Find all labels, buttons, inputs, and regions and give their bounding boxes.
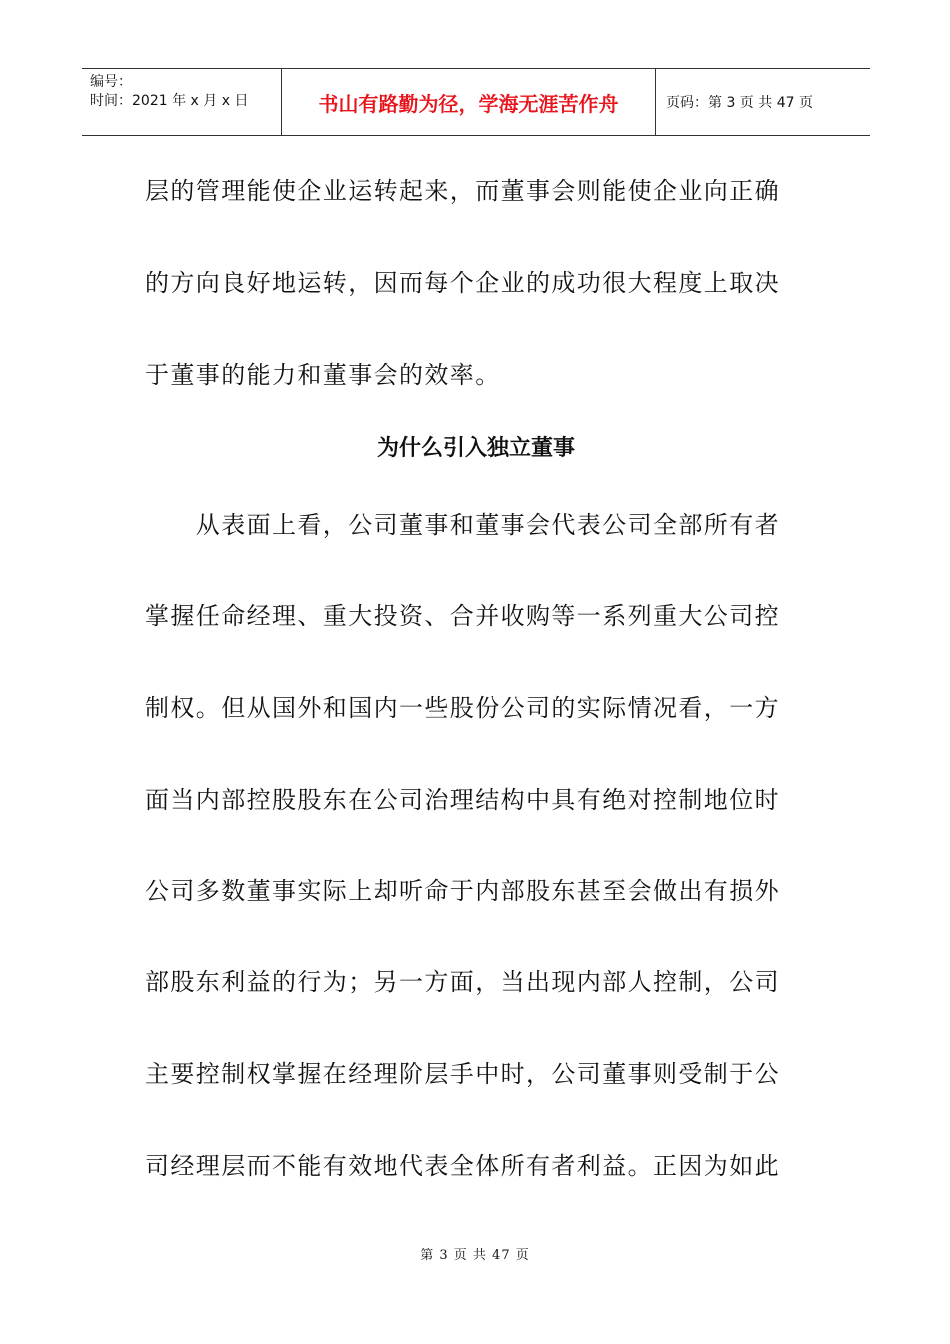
body-line-1: 层的管理能使企业运转起来，而董事会则能使企业向正确 <box>145 177 780 205</box>
body-line-9: 部股东利益的行为；另一方面，当出现内部人控制，公司 <box>145 968 780 996</box>
document-code-label: 编号： <box>90 74 132 90</box>
page-header <box>82 68 870 136</box>
page-footer: 第 3 页 共 47 页 <box>420 1248 530 1263</box>
body-line-4: 从表面上看，公司董事和董事会代表公司全部所有者 <box>145 511 780 539</box>
body-line-7: 面当内部控股股东在公司治理结构中具有绝对控制地位时 <box>145 786 780 814</box>
header-page-info: 页码：第 3 页 共 47 页 <box>666 95 813 111</box>
document-date: 时间：2021 年 x 月 x 日 <box>90 93 249 109</box>
body-line-5: 掌握任命经理、重大投资、合并收购等一系列重大公司控 <box>145 602 780 630</box>
header-meta <box>82 69 282 135</box>
header-motto: 书山有路勤为径，学海无涯苦作舟 <box>282 69 656 135</box>
body-line-3: 于董事的能力和董事会的效率。 <box>145 361 501 389</box>
body-line-11: 司经理层而不能有效地代表全体所有者利益。正因为如此 <box>145 1152 780 1180</box>
body-line-6: 制权。但从国外和国内一些股份公司的实际情况看，一方 <box>145 694 780 722</box>
body-line-8: 公司多数董事实际上却听命于内部股东甚至会做出有损外 <box>145 877 780 905</box>
section-heading: 为什么引入独立董事 <box>376 436 575 461</box>
body-line-2: 的方向良好地运转，因而每个企业的成功很大程度上取决 <box>145 269 780 297</box>
body-line-10: 主要控制权掌握在经理阶层手中时，公司董事则受制于公 <box>145 1060 780 1088</box>
